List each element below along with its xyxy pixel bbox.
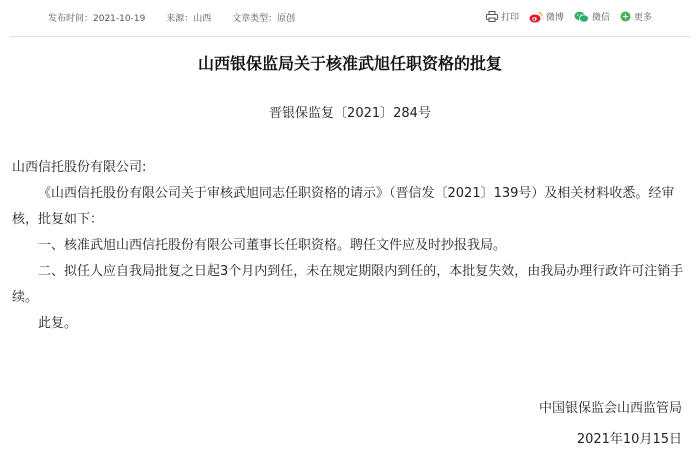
paragraph-closing: 此复。 bbox=[38, 316, 78, 331]
signature-date: 2021年10月15日 bbox=[576, 432, 682, 447]
document-number: 晋银保监复〔2021〕284号 bbox=[269, 106, 431, 121]
paragraph-approval: 一、核准武旭山西信托股份有限公司董事长任职资格。聘任文件应及时抄报我局。 bbox=[38, 238, 507, 253]
weibo-label: 微博 bbox=[545, 13, 564, 23]
more-label: 更多 bbox=[633, 13, 652, 23]
weibo-share-button[interactable] bbox=[529, 10, 564, 23]
document-title: 山西银保监局关于核准武旭任职资格的批复 bbox=[197, 54, 502, 73]
more-share-button[interactable] bbox=[620, 10, 652, 23]
paragraph-conditions: 二、拟任人应自我局批复之日起3个月内到任，未在规定期限内到任的，本批复失效，由我局办理行政许可注销手续。 bbox=[12, 264, 684, 305]
paragraph-request: 《山西信托股份有限公司关于审核武旭同志任职资格的请示》（晋信发〔2021〕139号）及相关材料收悉。经审核，批复如下： bbox=[12, 186, 675, 227]
weibo-icon bbox=[529, 11, 543, 23]
print-label: 打印 bbox=[500, 13, 519, 23]
header-divider bbox=[10, 36, 690, 37]
addressee: 山西信托股份有限公司: bbox=[12, 160, 147, 175]
share-toolbar bbox=[486, 10, 652, 23]
printer-icon bbox=[486, 11, 498, 22]
wechat-label: 微信 bbox=[591, 13, 610, 23]
source: 来源：山西 bbox=[166, 14, 212, 24]
article-meta-bar bbox=[0, 0, 700, 36]
wechat-share-button[interactable] bbox=[574, 10, 610, 23]
print-button[interactable] bbox=[486, 10, 519, 23]
signature-organization: 中国银保监会山西监管局 bbox=[538, 401, 682, 416]
meta-info bbox=[48, 11, 313, 24]
plus-circle-icon bbox=[620, 11, 631, 22]
publish-time: 发布时间：2021-10-19 bbox=[48, 14, 146, 24]
article-type: 文章类型：原创 bbox=[232, 14, 296, 24]
wechat-icon bbox=[574, 11, 589, 23]
